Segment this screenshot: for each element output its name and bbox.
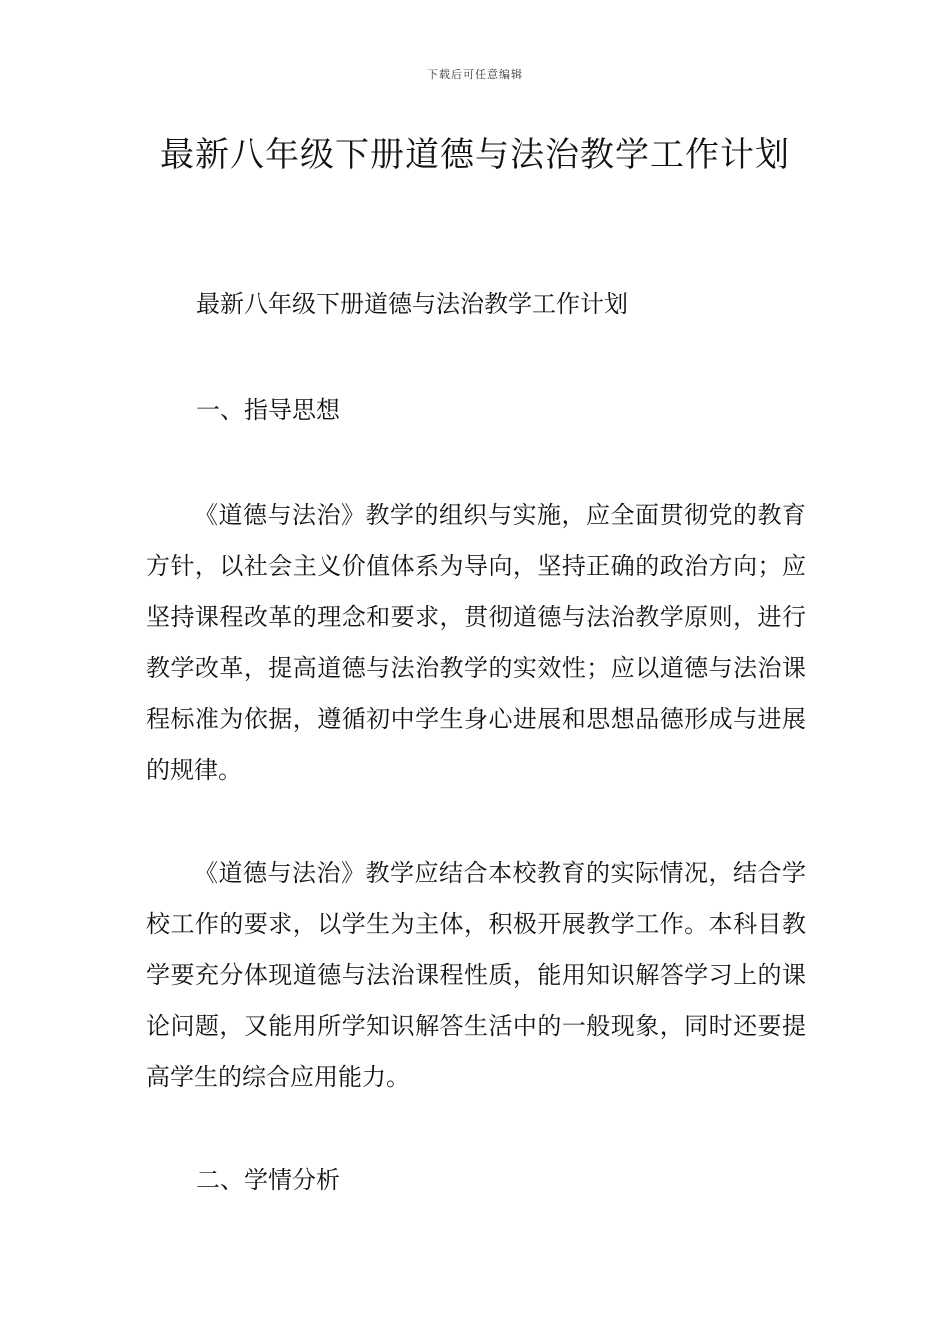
document-body [146, 279, 806, 1206]
section-heading-guiding-ideology: 一、指导思想 [196, 396, 340, 424]
paragraph-guiding-ideology-1: 《道德与法治》教学的组织与实施，应全面贯彻党的教育方针，以社会主义价值体系为导向，坚持正确的政治方向；应坚持课程改革的理念和要求，贯彻道德与法治教学原则，进行教学改革，提高道德与法治教学的实效性；应以道德与法治课程标准为依据，遵循初中学生身心进展和思想品德形成与进展的规律。 [146, 501, 806, 784]
document-title: 最新八年级下册道德与法治教学工作计划 [160, 135, 790, 175]
header-note: 下载后可任意编辑 [427, 68, 523, 81]
document-subtitle: 最新八年级下册道德与法治教学工作计划 [196, 290, 628, 318]
section-heading-student-analysis: 二、学情分析 [196, 1166, 340, 1194]
paragraph-guiding-ideology-2: 《道德与法治》教学应结合本校教育的实际情况，结合学校工作的要求，以学生为主体，积极开展教学工作。本科目教学要充分体现道德与法治课程性质，能用知识解答学习上的课论问题，又能用所学知识解答生活中的一般现象，同时还要提高学生的综合应用能力。 [146, 859, 806, 1091]
